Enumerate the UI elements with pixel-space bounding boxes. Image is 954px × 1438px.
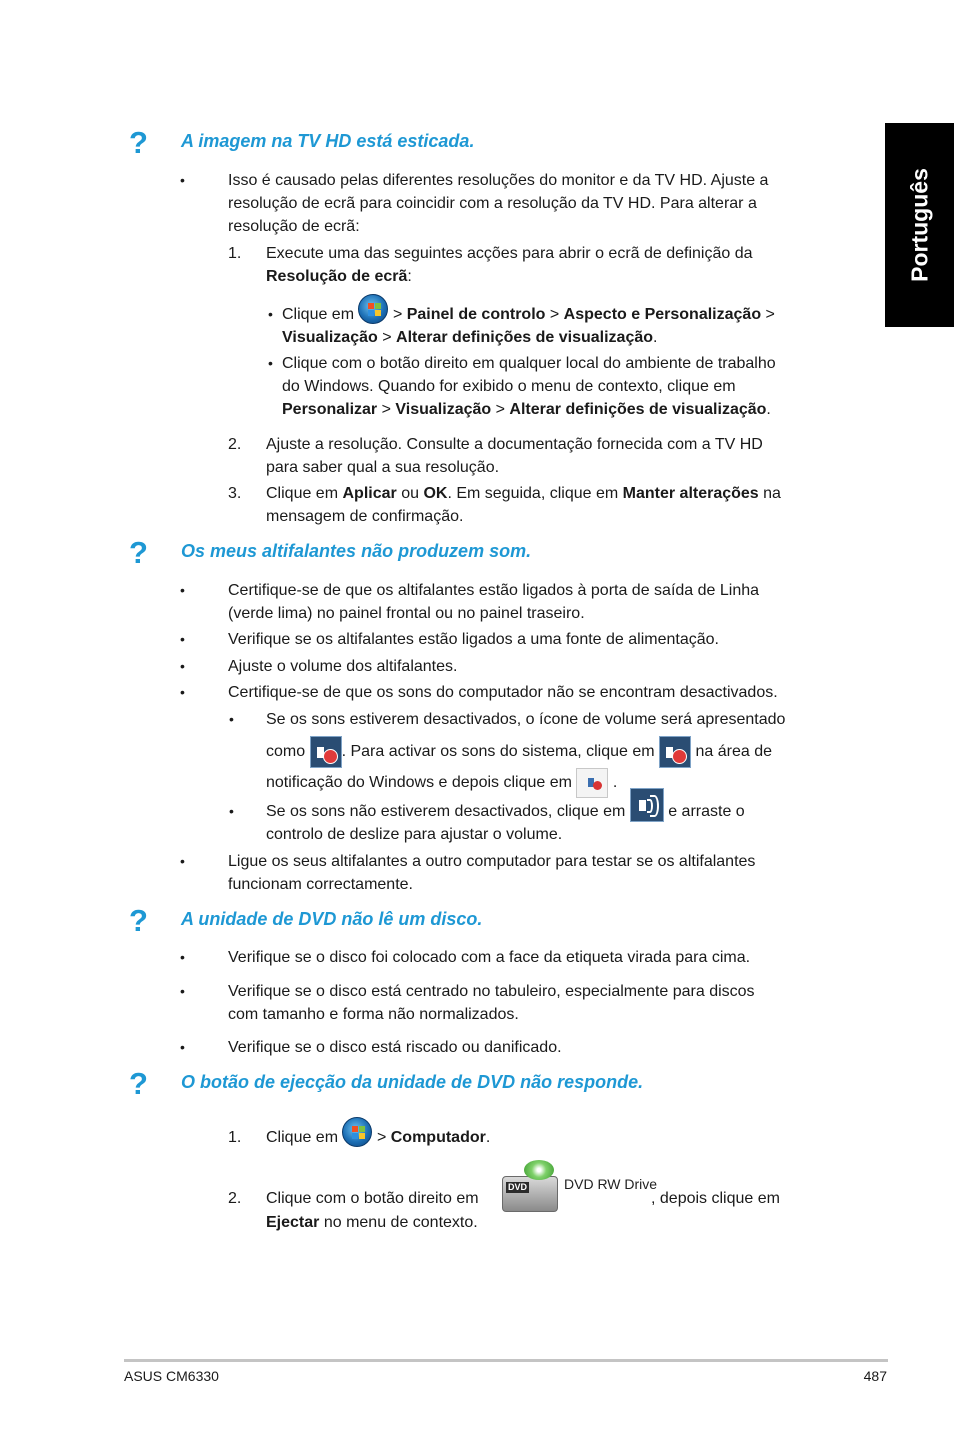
text: na: [763, 485, 781, 502]
drive-label: DVD RW Drive: [564, 1176, 658, 1192]
paragraph: [228, 169, 768, 238]
text: Se os sons não estiverem desactivados, clique em: [266, 803, 626, 820]
question-icon: ?: [129, 535, 148, 570]
section-title-tv-stretched: A imagem na TV HD está esticada.: [181, 131, 475, 151]
punct: :: [407, 268, 412, 285]
text: na área de: [695, 743, 773, 761]
bold-text: OK: [423, 485, 448, 502]
text-line: mensagem de confirmação.: [266, 508, 464, 525]
bold-text: Alterar definições de visualização: [396, 329, 654, 346]
text-line: para saber qual a sua resolução.: [266, 459, 500, 476]
section-title-dvd-read: A unidade de DVD não lê um disco.: [181, 909, 483, 929]
punct: .: [485, 1129, 491, 1146]
text-line: [266, 482, 846, 505]
text: . Em seguida, clique em: [447, 485, 619, 502]
text-line: (verde lima) no painel frontal ou no painel traseiro.: [228, 605, 585, 622]
text-line: [282, 398, 842, 421]
paragraph: Ajuste o volume dos altifalantes.: [228, 658, 458, 675]
text-line: Ajuste a resolução. Consulte a documentação fornecida com a TV HD: [266, 436, 763, 453]
bullet: •: [180, 172, 185, 188]
bold-text: Alterar definições de visualização: [509, 401, 767, 418]
question-icon: ?: [129, 125, 148, 160]
paragraph: Verifique se o disco está riscado ou danificado.: [228, 1039, 562, 1056]
step-number: 2.: [228, 436, 242, 453]
paragraph: Certifique-se de que os sons do computador não se encontram desactivados.: [228, 684, 778, 701]
sub-step-text: [282, 352, 842, 421]
separator: >: [549, 306, 560, 323]
separator: >: [381, 401, 391, 418]
text-line: [282, 326, 842, 349]
section-title-no-sound: Os meus altifalantes não produzem som.: [181, 541, 532, 561]
text: ou: [401, 485, 419, 502]
text-line: [282, 303, 842, 326]
bullet: •: [180, 582, 185, 598]
step-number: 1.: [228, 1129, 242, 1146]
punct: .: [766, 401, 771, 418]
text-line: Clique com o botão direito em qualquer local do ambiente de trabalho: [282, 355, 776, 372]
bold-text: Manter alterações: [622, 485, 759, 502]
bullet: •: [180, 684, 185, 700]
bold-text: Computador: [390, 1129, 486, 1146]
text-line: Verifique se o disco está centrado no tabuleiro, especialmente para discos: [228, 983, 755, 1000]
paragraph: Verifique se os altifalantes estão ligados a uma fonte de alimentação.: [228, 631, 719, 648]
separator: >: [376, 1129, 387, 1146]
step-text: [266, 1126, 490, 1149]
text: Clique em: [266, 1129, 339, 1146]
text: Clique em: [282, 306, 355, 323]
bold-text: Ejectar: [266, 1214, 320, 1231]
unmute-button-icon[interactable]: [576, 768, 608, 798]
question-icon: ?: [129, 1066, 148, 1101]
separator: >: [495, 401, 505, 418]
text: no menu de contexto.: [323, 1214, 478, 1231]
text: Clique em: [266, 485, 339, 502]
volume-muted-icon: [310, 736, 342, 768]
text-line: [266, 736, 846, 768]
step-text: [266, 1211, 478, 1234]
text-line: resolução de ecrã:: [228, 218, 360, 235]
bold-text: Visualização: [395, 401, 492, 418]
text: notificação do Windows e depois clique em: [266, 774, 572, 792]
section-title-dvd-eject: O botão de ejecção da unidade de DVD não responde.: [181, 1072, 644, 1092]
windows-start-icon[interactable]: [342, 1117, 372, 1147]
text-line: Se os sons estiverem desactivados, o ícone de volume será apresentado: [266, 711, 786, 728]
text-line: Ligue os seus altifalantes a outro computador para testar se os altifalantes: [228, 853, 756, 870]
bullet: •: [180, 631, 185, 647]
paragraph: [228, 579, 759, 625]
text-line: Certifique-se de que os altifalantes estão ligados à porta de saída de Linha: [228, 582, 760, 599]
step-number: 3.: [228, 485, 242, 502]
sub-bullet: •: [229, 803, 234, 819]
sub-step-text: [266, 708, 846, 798]
text-line: [266, 800, 846, 823]
windows-start-icon[interactable]: [358, 294, 388, 324]
step-text: [266, 242, 753, 288]
bold-text: Personalizar: [282, 401, 378, 418]
volume-icon[interactable]: [630, 788, 664, 822]
sub-bullet: •: [229, 711, 234, 727]
dvd-rw-drive[interactable]: [500, 1158, 658, 1214]
page-number: 487: [863, 1368, 887, 1384]
text-line: Execute uma das seguintes acções para abrir o ecrã de definição da: [266, 245, 753, 262]
footer-divider: [124, 1359, 888, 1362]
text-line: com tamanho e forma não normalizados.: [228, 1006, 519, 1023]
paragraph: [228, 980, 755, 1026]
step-text: [266, 433, 763, 479]
text-line: do Windows. Quando for exibido o menu de contexto, clique em: [282, 378, 736, 395]
step-text: , depois clique em: [651, 1190, 780, 1207]
text-line: resolução de ecrã para coincidir com a resolução da TV HD. Para alterar a: [228, 195, 757, 212]
bullet: •: [180, 949, 185, 965]
step-text: Clique com o botão direito em: [266, 1190, 479, 1207]
bold-text: Aspecto e Personalização: [563, 306, 762, 323]
disc-icon: [524, 1160, 554, 1180]
separator: >: [382, 329, 392, 346]
sub-step-text: [266, 800, 846, 846]
bold-text: Aplicar: [342, 485, 397, 502]
dvd-logo: DVD: [508, 1182, 528, 1192]
paragraph: Verifique se o disco foi colocado com a face da etiqueta virada para cima.: [228, 949, 751, 966]
text: como: [266, 743, 306, 761]
bullet: •: [180, 658, 185, 674]
bold-text: Painel de controlo: [406, 306, 546, 323]
question-icon: ?: [129, 903, 148, 938]
text-line: controlo de deslize para ajustar o volume.: [266, 826, 563, 843]
sub-bullet: •: [268, 355, 273, 371]
footer-product: ASUS CM6330: [124, 1368, 219, 1384]
language-tab: [885, 123, 954, 327]
bold-text: Resolução de ecrã: [266, 268, 408, 285]
volume-muted-tray-icon[interactable]: [659, 736, 691, 768]
bold-text: Visualização: [282, 329, 378, 346]
text-line: Isso é causado pelas diferentes resoluções do monitor e da TV HD. Ajuste a: [228, 172, 769, 189]
bullet: •: [180, 853, 185, 869]
bullet: •: [180, 983, 185, 999]
language-tab-label: Português: [906, 168, 932, 282]
punct: .: [612, 774, 618, 792]
paragraph: [228, 850, 755, 896]
text-line: funcionam correctamente.: [228, 876, 413, 893]
step-number: 1.: [228, 245, 242, 262]
step-number: 2.: [228, 1190, 242, 1207]
step-text: [266, 482, 846, 528]
text-line: [266, 265, 753, 288]
sub-bullet: •: [268, 306, 273, 322]
bullet: •: [180, 1039, 185, 1055]
sub-step-text: [282, 303, 842, 349]
text: . Para activar os sons do sistema, clique em: [341, 743, 655, 761]
separator: >: [765, 306, 775, 323]
separator: >: [392, 306, 403, 323]
punct: .: [653, 329, 658, 346]
text: e arraste o: [668, 803, 745, 820]
text-line: [266, 768, 846, 798]
